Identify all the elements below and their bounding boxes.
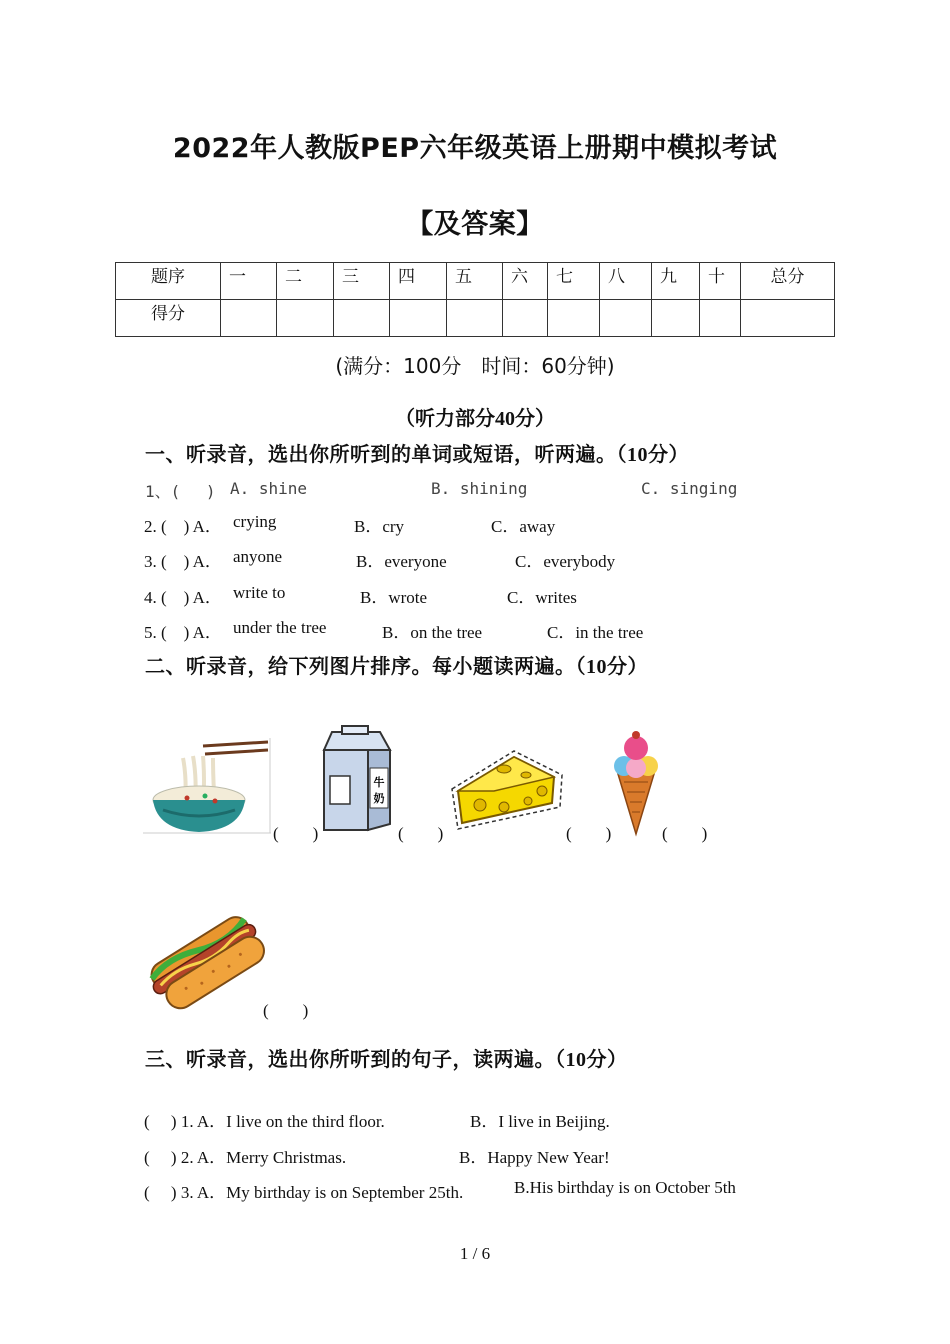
score-table-cell: 十 bbox=[700, 263, 741, 300]
question-number: 1、( ) bbox=[145, 482, 216, 501]
section2-heading: 二、听录音，给下列图片排序。每小题读两遍。（10分） bbox=[145, 656, 648, 678]
noodles-picture bbox=[143, 738, 271, 834]
option-c: C．in the tree bbox=[547, 623, 644, 642]
hot-dog-picture bbox=[144, 908, 266, 1012]
score-input-cell[interactable] bbox=[334, 300, 390, 337]
sentence-option-b: B．I live in Beijing. bbox=[470, 1112, 610, 1131]
score-input-cell[interactable] bbox=[652, 300, 700, 337]
sentence-option-b: B.His birthday is on October 5th bbox=[514, 1178, 736, 1197]
answer-paren[interactable]: ( ) bbox=[263, 1001, 309, 1020]
milk-label-char: 牛 bbox=[373, 776, 385, 789]
section1-heading: 一、听录音，选出你所听到的单词或短语，听两遍。（10分） bbox=[145, 444, 689, 466]
option-a: crying bbox=[233, 512, 277, 531]
score-table bbox=[115, 262, 835, 337]
score-table-cell: 三 bbox=[334, 263, 390, 300]
option-b: B．cry bbox=[354, 517, 405, 536]
score-table-cell: 题序 bbox=[116, 263, 221, 300]
score-table-cell: 二 bbox=[277, 263, 334, 300]
score-input-cell[interactable] bbox=[503, 300, 548, 337]
milk-carton-picture bbox=[320, 726, 394, 834]
score-input-cell[interactable] bbox=[447, 300, 503, 337]
question-number: 4. ( ) A． bbox=[144, 588, 222, 607]
score-table-score-row bbox=[116, 300, 835, 337]
score-table-header-row bbox=[116, 263, 835, 300]
question-number: 2. ( ) A． bbox=[144, 517, 222, 536]
score-table-cell: 六 bbox=[503, 263, 548, 300]
question-number: 3. ( ) A． bbox=[144, 552, 222, 571]
option-b: B．wrote bbox=[360, 588, 428, 607]
answer-paren[interactable]: ( ) bbox=[662, 824, 708, 843]
option-c: C．away bbox=[491, 517, 556, 536]
cheese-picture bbox=[444, 745, 566, 833]
sentence-option-a: ( ) 3. A．My birthday is on September 25th. bbox=[144, 1183, 464, 1202]
option-b: B. shining bbox=[431, 479, 528, 498]
sentence-option-a: ( ) 1. A．I live on the third floor. bbox=[144, 1112, 385, 1131]
option-a: under the tree bbox=[233, 618, 327, 637]
option-c: C．everybody bbox=[515, 552, 616, 571]
score-input-cell[interactable] bbox=[390, 300, 447, 337]
score-input-cell[interactable] bbox=[600, 300, 652, 337]
option-a: anyone bbox=[233, 547, 283, 566]
answer-paren[interactable]: ( ) bbox=[398, 824, 444, 843]
score-table-cell: 总分 bbox=[741, 263, 835, 300]
score-input-cell[interactable] bbox=[221, 300, 277, 337]
option-b: B．everyone bbox=[356, 552, 447, 571]
score-input-cell[interactable] bbox=[548, 300, 600, 337]
option-c: C. singing bbox=[641, 479, 738, 498]
option-b: B．on the tree bbox=[382, 623, 483, 642]
section3-heading: 三、听录音，选出你所听到的句子，读两遍。（10分） bbox=[145, 1049, 628, 1071]
score-table-cell: 八 bbox=[600, 263, 652, 300]
score-table-cell: 一 bbox=[221, 263, 277, 300]
option-c: C．writes bbox=[507, 588, 577, 607]
option-a: A. shine bbox=[230, 479, 308, 498]
document-title-line1: 2022年人教版PEP六年级英语上册期中模拟考试 bbox=[172, 133, 778, 164]
answer-paren[interactable]: ( ) bbox=[273, 824, 319, 843]
answer-paren[interactable]: ( ) bbox=[566, 824, 612, 843]
full-score-time: (满分：100分 时间：60分钟) bbox=[335, 354, 615, 378]
score-table-cell: 得分 bbox=[116, 300, 221, 337]
listening-part-label: （听力部分40分） bbox=[395, 408, 555, 430]
sentence-option-a: ( ) 2. A．Merry Christmas. bbox=[144, 1148, 347, 1167]
question-number: 5. ( ) A． bbox=[144, 623, 222, 642]
milk-label-char: 奶 bbox=[373, 792, 385, 805]
score-input-cell[interactable] bbox=[700, 300, 741, 337]
document-title-line2: 【及答案】 bbox=[406, 209, 544, 240]
score-table-cell: 四 bbox=[390, 263, 447, 300]
score-table-cell: 九 bbox=[652, 263, 700, 300]
score-table-cell: 七 bbox=[548, 263, 600, 300]
page-number: 1 / 6 bbox=[459, 1244, 491, 1263]
sentence-option-b: B．Happy New Year! bbox=[459, 1148, 610, 1167]
score-table-cell: 五 bbox=[447, 263, 503, 300]
score-input-cell[interactable] bbox=[277, 300, 334, 337]
score-input-cell[interactable] bbox=[741, 300, 835, 337]
ice-cream-picture bbox=[610, 730, 662, 836]
option-a: write to bbox=[233, 583, 286, 602]
